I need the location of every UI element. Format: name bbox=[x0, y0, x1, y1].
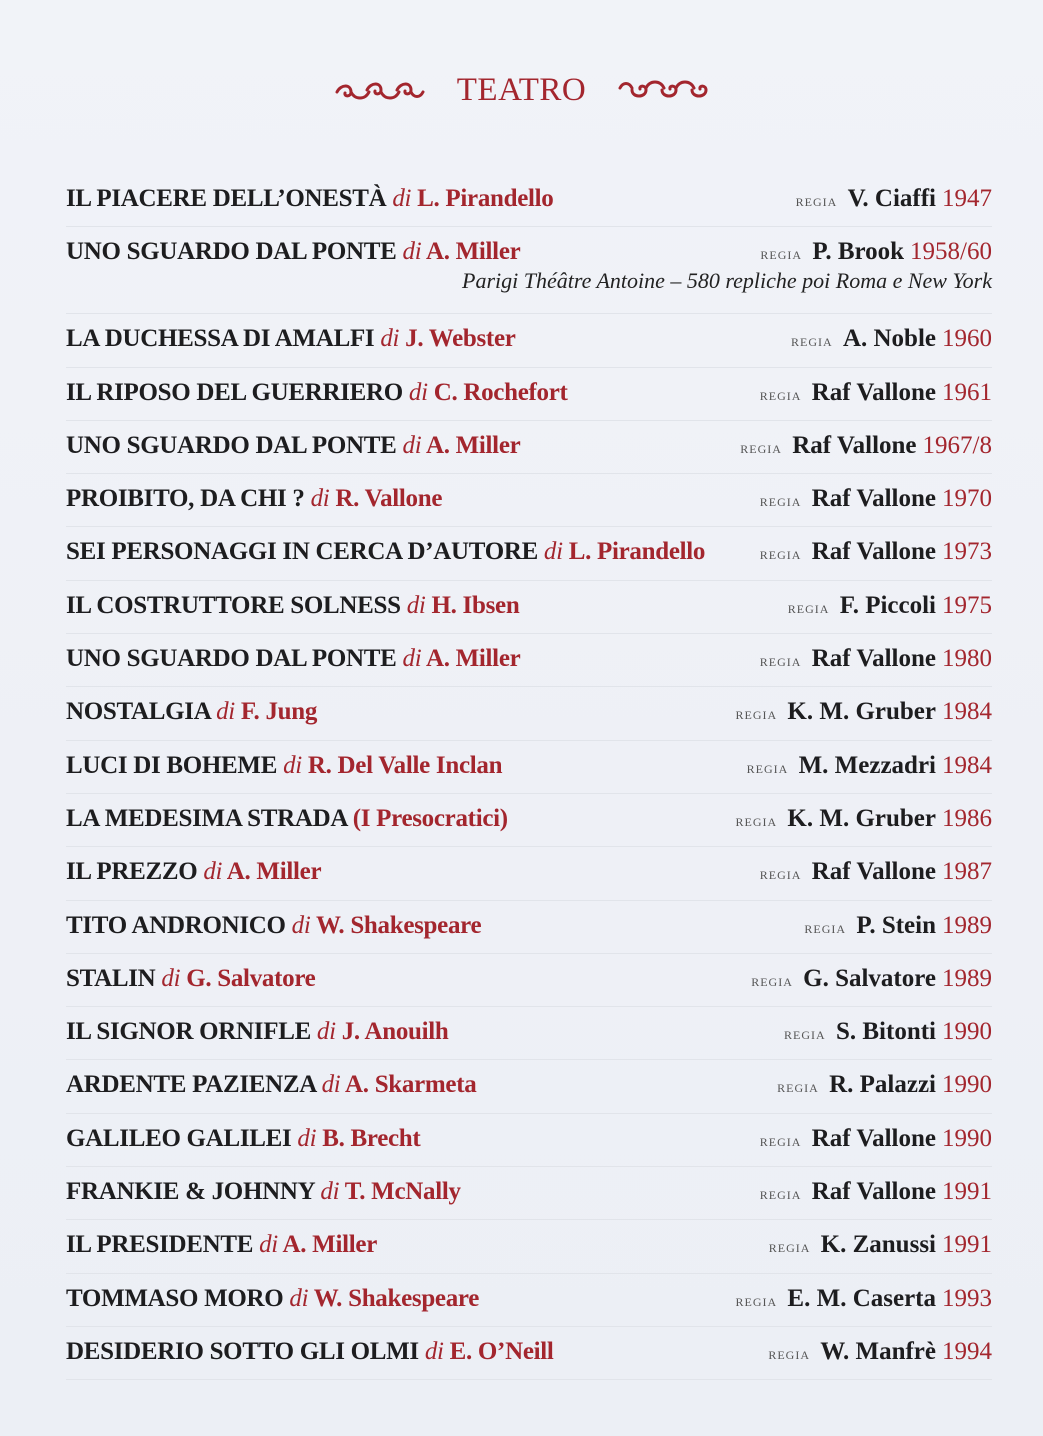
production-title-group bbox=[66, 432, 520, 460]
productions-list bbox=[66, 174, 992, 1380]
play-title: UNO SGUARDO DAL PONTE bbox=[66, 645, 397, 673]
production-year: 1987 bbox=[942, 858, 992, 886]
production-row bbox=[66, 368, 992, 421]
production-line bbox=[66, 847, 992, 886]
production-row bbox=[66, 1167, 992, 1220]
production-title-group bbox=[66, 1231, 377, 1259]
author-name: A. Miller bbox=[425, 238, 521, 266]
di-connector: di bbox=[402, 645, 422, 673]
production-row bbox=[66, 314, 992, 367]
production-line bbox=[66, 1167, 992, 1206]
direction-group bbox=[796, 185, 992, 213]
play-title: NOSTALGIA bbox=[66, 698, 211, 726]
regia-label: regia bbox=[777, 1077, 819, 1097]
direction-group bbox=[740, 432, 992, 460]
play-title: TITO ANDRONICO bbox=[66, 911, 286, 939]
di-connector: di bbox=[297, 1124, 317, 1152]
di-connector: di bbox=[406, 591, 426, 619]
author-name: C. Rochefort bbox=[433, 378, 568, 406]
production-year: 1989 bbox=[942, 911, 992, 939]
regia-label: regia bbox=[759, 544, 802, 564]
production-title-group bbox=[66, 752, 502, 780]
regia-label: regia bbox=[804, 917, 847, 937]
production-year: 1994 bbox=[942, 1337, 992, 1365]
production-year: 1960 bbox=[942, 325, 992, 353]
section-header bbox=[0, 68, 1043, 112]
production-row bbox=[66, 741, 992, 794]
production-year: 1991 bbox=[942, 1178, 992, 1206]
production-year: 1990 bbox=[942, 1071, 992, 1099]
regia-label: regia bbox=[768, 1343, 811, 1363]
direction-group bbox=[768, 1338, 992, 1366]
author-name: (I Presocratici) bbox=[352, 804, 508, 832]
production-line bbox=[66, 634, 992, 673]
regia-label: regia bbox=[787, 597, 830, 617]
di-connector: di bbox=[291, 911, 311, 939]
regia-label: regia bbox=[795, 191, 838, 210]
regia-label: regia bbox=[735, 810, 778, 830]
production-line bbox=[66, 954, 992, 993]
author-name: H. Ibsen bbox=[431, 591, 520, 619]
author-name: R. Del Valle Inclan bbox=[307, 751, 503, 779]
production-row bbox=[66, 1060, 992, 1113]
production-title-group bbox=[66, 1285, 479, 1313]
production-line bbox=[66, 741, 992, 780]
production-year: 1989 bbox=[942, 964, 992, 992]
production-title-group bbox=[66, 698, 317, 726]
direction-group bbox=[784, 1018, 992, 1046]
production-line bbox=[66, 474, 992, 513]
direction-group bbox=[735, 805, 992, 833]
director-name: Raf Vallone bbox=[811, 378, 936, 406]
director-name: V. Ciaffi bbox=[847, 185, 936, 212]
production-row bbox=[66, 794, 992, 847]
regia-label: regia bbox=[768, 1237, 811, 1257]
play-title: PROIBITO, DA CHI ? bbox=[66, 485, 305, 513]
production-title-group bbox=[66, 912, 481, 940]
production-year: 1970 bbox=[942, 485, 992, 513]
regia-label: regia bbox=[746, 757, 789, 777]
director-name: Raf Vallone bbox=[811, 1178, 936, 1206]
author-name: R. Vallone bbox=[335, 485, 443, 513]
production-row bbox=[66, 421, 992, 474]
author-name: F. Jung bbox=[240, 698, 318, 726]
production-year: 1975 bbox=[942, 591, 992, 619]
production-row bbox=[66, 1274, 992, 1327]
play-title: IL COSTRUTTORE SOLNESS bbox=[66, 591, 401, 619]
di-connector: di bbox=[310, 485, 330, 513]
play-title: ARDENTE PAZIENZA bbox=[66, 1071, 316, 1099]
production-year: 1973 bbox=[942, 538, 992, 566]
regia-label: regia bbox=[791, 331, 833, 351]
production-year: 1984 bbox=[942, 751, 992, 779]
play-title: IL PREZZO bbox=[66, 858, 198, 886]
direction-group bbox=[760, 1125, 992, 1153]
production-title-group bbox=[66, 1018, 449, 1046]
production-line bbox=[66, 1007, 992, 1046]
di-connector: di bbox=[402, 238, 422, 266]
production-year: 1980 bbox=[942, 645, 992, 673]
regia-label: regia bbox=[735, 704, 778, 724]
di-connector: di bbox=[316, 1018, 336, 1046]
di-connector: di bbox=[216, 698, 235, 726]
director-name: Raf Vallone bbox=[811, 858, 936, 886]
production-line bbox=[66, 421, 992, 460]
play-title: LUCI DI BOHEME bbox=[66, 751, 278, 779]
director-name: G. Salvatore bbox=[803, 964, 936, 992]
director-name: Raf Vallone bbox=[811, 645, 936, 673]
production-year: 1967/8 bbox=[922, 431, 992, 459]
direction-group bbox=[760, 538, 992, 566]
author-name: L. Pirandello bbox=[568, 538, 706, 566]
di-connector: di bbox=[402, 431, 422, 459]
direction-group bbox=[747, 752, 992, 780]
production-year: 1947 bbox=[942, 185, 992, 212]
director-name: P. Brook bbox=[812, 238, 905, 266]
play-title: IL PRESIDENTE bbox=[66, 1231, 254, 1259]
production-title-group bbox=[66, 379, 568, 407]
production-year: 1986 bbox=[942, 804, 992, 832]
direction-group bbox=[804, 912, 992, 940]
production-row bbox=[66, 1007, 992, 1060]
regia-label: regia bbox=[740, 437, 782, 457]
direction-group bbox=[760, 485, 992, 513]
production-row bbox=[66, 1220, 992, 1273]
director-name: W. Manfrè bbox=[820, 1337, 936, 1365]
left-scroll-ornament-icon bbox=[331, 77, 427, 103]
di-connector: di bbox=[161, 964, 181, 992]
regia-label: regia bbox=[759, 651, 802, 671]
production-title-group bbox=[66, 1125, 420, 1153]
production-year: 1990 bbox=[942, 1124, 992, 1152]
production-year: 1961 bbox=[942, 378, 992, 406]
di-connector: di bbox=[203, 858, 223, 886]
author-name: A. Skarmeta bbox=[345, 1071, 477, 1099]
play-title: FRANKIE & JOHNNY bbox=[66, 1178, 315, 1206]
production-row bbox=[66, 847, 992, 900]
author-name: J. Webster bbox=[405, 325, 516, 353]
play-title: LA MEDESIMA STRADA bbox=[66, 804, 347, 832]
direction-group bbox=[788, 592, 992, 620]
direction-group bbox=[769, 1231, 992, 1259]
author-name: A. Miller bbox=[282, 1231, 378, 1259]
production-row bbox=[66, 174, 992, 227]
regia-label: regia bbox=[759, 1130, 802, 1150]
production-row bbox=[66, 527, 992, 580]
production-title-group bbox=[66, 645, 520, 673]
production-row bbox=[66, 1114, 992, 1167]
direction-group bbox=[736, 1285, 993, 1313]
director-name: S. Bitonti bbox=[835, 1018, 936, 1046]
production-line bbox=[66, 581, 992, 620]
production-row bbox=[66, 634, 992, 687]
director-name: Raf Vallone bbox=[792, 431, 917, 459]
production-row bbox=[66, 474, 992, 527]
di-connector: di bbox=[392, 185, 412, 212]
di-connector: di bbox=[408, 378, 428, 406]
director-name: K. M. Gruber bbox=[787, 698, 936, 726]
production-row bbox=[66, 1327, 992, 1380]
director-name: K. Zanussi bbox=[820, 1231, 936, 1259]
play-title: LA DUCHESSA DI AMALFI bbox=[66, 325, 375, 353]
direction-group bbox=[777, 1071, 992, 1099]
author-name: W. Shakespeare bbox=[316, 911, 482, 939]
direction-group bbox=[760, 379, 992, 407]
play-title: UNO SGUARDO DAL PONTE bbox=[66, 431, 397, 459]
production-title-group bbox=[66, 1338, 554, 1366]
production-row bbox=[66, 954, 992, 1007]
play-title: GALILEO GALILEI bbox=[66, 1124, 292, 1152]
page-title: TEATRO bbox=[456, 71, 587, 108]
regia-label: regia bbox=[759, 864, 802, 884]
author-name: L. Pirandello bbox=[417, 185, 554, 212]
director-name: P. Stein bbox=[856, 911, 936, 939]
director-name: M. Mezzadri bbox=[798, 751, 936, 779]
production-row bbox=[66, 581, 992, 634]
production-line bbox=[66, 901, 992, 940]
play-title: IL SIGNOR ORNIFLE bbox=[66, 1018, 311, 1046]
production-line bbox=[66, 794, 992, 833]
di-connector: di bbox=[259, 1231, 278, 1259]
direction-group bbox=[735, 698, 992, 726]
direction-group bbox=[760, 645, 992, 673]
di-connector: di bbox=[424, 1337, 444, 1365]
di-connector: di bbox=[283, 751, 302, 779]
production-line bbox=[66, 174, 992, 213]
play-title: IL RIPOSO DEL GUERRIERO bbox=[66, 378, 403, 406]
regia-label: regia bbox=[759, 1184, 802, 1204]
play-title: SEI PERSONAGGI IN CERCA D’AUTORE bbox=[66, 538, 538, 566]
production-line bbox=[66, 1060, 992, 1099]
regia-label: regia bbox=[784, 1024, 826, 1044]
director-name: Raf Vallone bbox=[811, 485, 936, 513]
right-scroll-ornament-icon bbox=[616, 77, 712, 103]
direction-group bbox=[760, 858, 992, 886]
director-name: R. Palazzi bbox=[829, 1071, 936, 1099]
direction-group bbox=[760, 1178, 992, 1206]
production-row bbox=[66, 227, 992, 314]
production-line bbox=[66, 527, 992, 566]
production-title-group bbox=[66, 1178, 461, 1206]
di-connector: di bbox=[380, 325, 400, 353]
play-title: IL PIACERE DELL’ONESTÀ bbox=[66, 185, 387, 212]
production-title-group bbox=[66, 485, 442, 513]
production-line bbox=[66, 1114, 992, 1153]
production-line bbox=[66, 314, 992, 353]
regia-label: regia bbox=[735, 1290, 778, 1310]
production-line bbox=[66, 1274, 992, 1313]
regia-label: regia bbox=[760, 244, 803, 264]
production-year: 1991 bbox=[942, 1231, 992, 1259]
author-name: J. Anouilh bbox=[341, 1018, 449, 1046]
author-name: W. Shakespeare bbox=[313, 1284, 480, 1312]
di-connector: di bbox=[320, 1178, 340, 1206]
production-line bbox=[66, 227, 992, 266]
direction-group bbox=[751, 965, 992, 993]
regia-label: regia bbox=[759, 491, 802, 511]
production-row bbox=[66, 901, 992, 954]
director-name: E. M. Caserta bbox=[787, 1284, 936, 1312]
di-connector: di bbox=[543, 538, 563, 566]
di-connector: di bbox=[321, 1071, 341, 1099]
regia-label: regia bbox=[759, 384, 802, 404]
director-name: Raf Vallone bbox=[811, 1124, 936, 1152]
author-name: A. Miller bbox=[226, 858, 322, 886]
production-title-group bbox=[66, 1071, 476, 1099]
production-year: 1993 bbox=[942, 1284, 992, 1312]
author-name: B. Brecht bbox=[322, 1124, 421, 1152]
author-name: A. Miller bbox=[425, 645, 521, 673]
production-line bbox=[66, 687, 992, 726]
production-title-group bbox=[66, 592, 519, 620]
director-name: Raf Vallone bbox=[811, 538, 936, 566]
production-title-group bbox=[66, 965, 315, 993]
production-line bbox=[66, 1327, 992, 1366]
play-title: TOMMASO MORO bbox=[66, 1284, 284, 1312]
play-title: DESIDERIO SOTTO GLI OLMI bbox=[66, 1337, 419, 1365]
production-year: 1958/60 bbox=[910, 238, 992, 266]
di-connector: di bbox=[289, 1284, 309, 1312]
play-title: STALIN bbox=[66, 964, 156, 992]
production-line bbox=[66, 368, 992, 407]
play-title: UNO SGUARDO DAL PONTE bbox=[66, 238, 397, 266]
production-title-group bbox=[66, 325, 516, 353]
author-name: G. Salvatore bbox=[186, 964, 316, 992]
regia-label: regia bbox=[751, 970, 793, 990]
director-name: A. Noble bbox=[842, 325, 936, 353]
production-year: 1984 bbox=[942, 698, 992, 726]
production-year: 1990 bbox=[942, 1018, 992, 1046]
production-title-group bbox=[66, 858, 321, 886]
direction-group bbox=[760, 238, 992, 266]
director-name: F. Piccoli bbox=[839, 591, 936, 619]
author-name: T. McNally bbox=[344, 1178, 461, 1206]
author-name: E. O’Neill bbox=[449, 1337, 554, 1365]
production-line bbox=[66, 1220, 992, 1259]
production-title-group bbox=[66, 238, 520, 266]
production-row bbox=[66, 687, 992, 740]
production-title-group bbox=[66, 538, 705, 566]
production-title-group bbox=[66, 185, 554, 213]
production-note: Parigi Théâtre Antoine – 580 repliche poi Roma e New York bbox=[462, 268, 992, 294]
director-name: K. M. Gruber bbox=[787, 804, 936, 832]
direction-group bbox=[791, 325, 992, 353]
author-name: A. Miller bbox=[425, 431, 521, 459]
production-title-group bbox=[66, 805, 508, 833]
